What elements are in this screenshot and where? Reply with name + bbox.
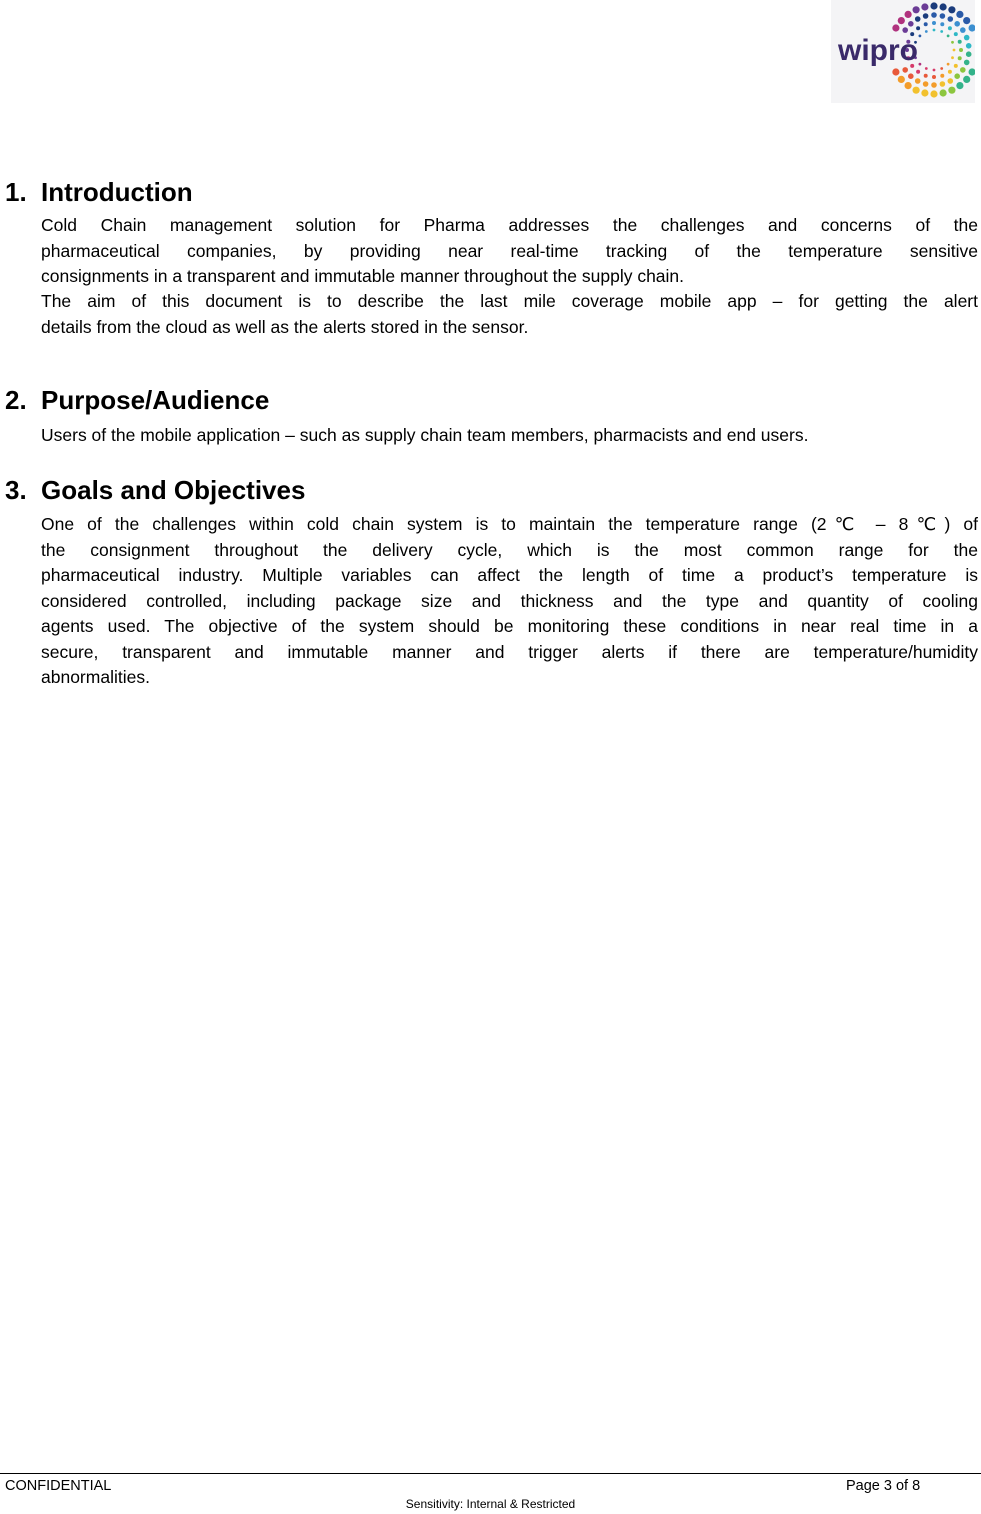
- logo-dot: [948, 16, 954, 22]
- text-line: details from the cloud as well as the alerts stored in the sensor.: [41, 316, 529, 337]
- text-line: secure, transparent and immutable manner and trigger alerts if there are temperature/humidity: [41, 641, 978, 662]
- text-line: Cold Chain management solution for Pharma addresses the challenges and concerns of the: [41, 215, 978, 235]
- logo-dot: [964, 60, 970, 66]
- logo-dot: [940, 74, 944, 78]
- text-line: One of the challenges within cold chain system is to maintain the temperature range (2℃ – 8℃) of: [41, 514, 978, 534]
- logo-dot: [933, 29, 936, 32]
- logo-dot: [908, 73, 914, 79]
- logo-dot: [958, 56, 962, 60]
- logo-dot: [892, 68, 899, 75]
- logo-dot: [902, 67, 908, 73]
- logo-dot: [930, 90, 937, 97]
- logo-dot: [919, 63, 922, 66]
- logo-dot: [959, 48, 963, 52]
- footer-classification: CONFIDENTIAL: [5, 1478, 112, 1494]
- text-line: pharmaceutical companies, by providing near real-time tracking of the temperature sensitive: [41, 240, 978, 261]
- logo-dot: [947, 63, 950, 66]
- logo-dot: [947, 35, 950, 38]
- text-line: The aim of this document is to describe the last mile coverage mobile app – for getting the alert: [41, 291, 978, 311]
- text-line: consignments in a transparent and immutable manner throughout the supply chain.: [41, 266, 685, 286]
- logo-dot: [948, 26, 952, 30]
- logo-dot: [921, 89, 928, 96]
- logo-dot: [940, 3, 947, 10]
- logo-dot: [898, 17, 905, 24]
- section-number: 1.: [5, 177, 27, 207]
- logo-dot: [932, 75, 936, 79]
- introduction-paragraph-1: [41, 213, 978, 290]
- logo-dot: [924, 22, 928, 26]
- goals-objectives-paragraph: [41, 512, 978, 691]
- logo-dot: [915, 78, 921, 84]
- logo-dot: [933, 69, 936, 72]
- purpose-audience-paragraph: [41, 423, 978, 449]
- section-title: Purpose/Audience: [41, 385, 270, 415]
- text-line: the consignment throughout the delivery cycle, which is the most common range for the: [41, 539, 978, 560]
- text-line: considered controlled, including package size and thickness and the type and quantity of cooling: [41, 590, 978, 611]
- logo-dot: [956, 11, 963, 18]
- logo-dot: [963, 76, 970, 83]
- logo-dot: [969, 68, 976, 75]
- logo-dot: [969, 24, 976, 31]
- logo-dot: [940, 81, 946, 87]
- logo-dot: [948, 78, 954, 84]
- logo-dot: [905, 11, 912, 18]
- section-number: 2.: [5, 385, 27, 415]
- logo-dot: [931, 82, 937, 88]
- logo-dot: [913, 6, 920, 13]
- logo-dot: [951, 41, 954, 44]
- logo-dot: [916, 70, 920, 74]
- logo-dot: [954, 21, 960, 27]
- logo-dot: [908, 21, 914, 27]
- section-heading-introduction: [5, 177, 193, 207]
- logo-dot: [940, 89, 947, 96]
- logo-dot: [919, 35, 922, 38]
- logo-dot: [921, 3, 928, 10]
- logo-dot: [932, 21, 936, 25]
- logo-dot: [905, 82, 912, 89]
- logo-dot: [940, 30, 943, 33]
- logo-dot: [915, 16, 921, 22]
- logo-dot: [966, 51, 972, 57]
- footer-sensitivity-label: Sensitivity: Internal & Restricted: [405, 1497, 576, 1511]
- logo-dot: [925, 30, 928, 33]
- logo-dot: [958, 40, 962, 44]
- logo-dot: [954, 73, 960, 79]
- logo-dot: [902, 27, 908, 33]
- wipro-logo-wordmark: wipro: [838, 34, 918, 67]
- logo-dot: [925, 67, 928, 70]
- logo-dot: [954, 32, 958, 36]
- logo-dot: [964, 35, 970, 41]
- logo-dot: [953, 49, 956, 52]
- logo-dot: [956, 82, 963, 89]
- logo-dot: [948, 6, 955, 13]
- logo-dot: [948, 87, 955, 94]
- logo-dot: [940, 22, 944, 26]
- section-number: 3.: [5, 475, 27, 505]
- text-line: pharmaceutical industry. Multiple variables can affect the length of time a product’s temperature is: [41, 565, 978, 585]
- logo-dot: [960, 27, 966, 33]
- text-line: agents used. The objective of the system should be monitoring these conditions in near real time in a: [41, 616, 978, 636]
- logo-dot: [892, 24, 899, 31]
- logo-dot: [913, 87, 920, 94]
- wipro-logo-graphic: [831, 0, 975, 103]
- logo-dot: [923, 81, 929, 87]
- section-title: Introduction: [41, 177, 193, 207]
- introduction-paragraph-2: [41, 289, 978, 340]
- wipro-logo: [831, 0, 975, 103]
- logo-dot: [963, 17, 970, 24]
- text-line: Users of the mobile application – such as supply chain team members, pharmacists and end users.: [41, 425, 809, 445]
- section-heading-goals-objectives: [5, 475, 305, 505]
- logo-dot: [940, 67, 943, 70]
- logo-dot: [898, 76, 905, 83]
- section-heading-purpose-audience: [5, 385, 269, 415]
- logo-dot: [960, 67, 966, 73]
- logo-dot: [930, 2, 937, 9]
- footer-page-number: Page 3 of 8: [846, 1478, 921, 1494]
- logo-dot: [948, 70, 952, 74]
- text-line: abnormalities.: [41, 667, 150, 687]
- logo-dot: [954, 64, 958, 68]
- logo-dot: [940, 13, 946, 19]
- logo-dot: [951, 56, 954, 59]
- footer-divider: [0, 1473, 981, 1474]
- logo-dot: [923, 13, 929, 19]
- section-title: Goals and Objectives: [41, 475, 306, 505]
- logo-dot: [916, 26, 920, 30]
- logo-dot: [924, 74, 928, 78]
- logo-dot: [966, 43, 972, 49]
- logo-dot: [931, 12, 937, 18]
